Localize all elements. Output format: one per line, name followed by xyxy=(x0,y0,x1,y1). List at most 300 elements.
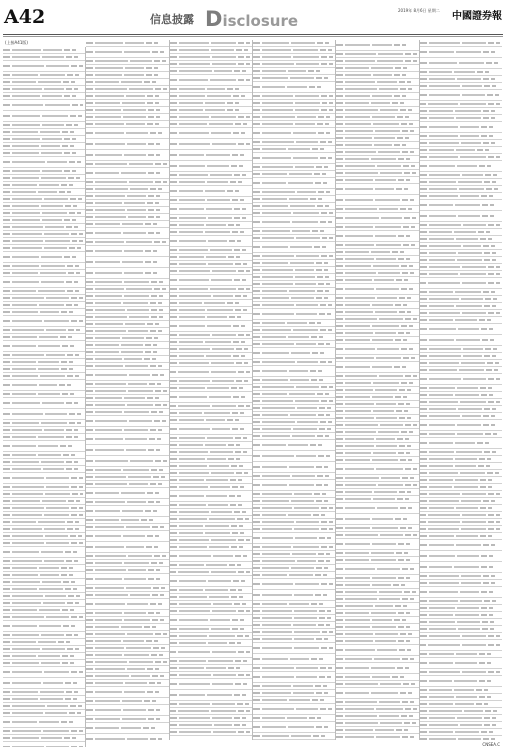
table-row xyxy=(253,505,335,512)
table-row xyxy=(420,701,502,708)
row-fund xyxy=(42,56,65,57)
row-date xyxy=(488,493,494,494)
row-status xyxy=(240,628,244,629)
row-code xyxy=(170,451,177,452)
row-company xyxy=(95,460,128,461)
row-date xyxy=(312,148,318,149)
row-date xyxy=(487,472,493,473)
row-date xyxy=(71,320,77,321)
table-row xyxy=(170,608,252,615)
row-code xyxy=(253,667,260,668)
row-status xyxy=(72,95,76,96)
row-status xyxy=(325,393,329,394)
row-code xyxy=(336,527,343,528)
row-status xyxy=(408,109,412,110)
row-fund xyxy=(122,223,143,224)
row-code xyxy=(420,231,427,232)
row-code xyxy=(336,729,343,730)
row-date xyxy=(398,332,404,333)
row-status xyxy=(237,564,241,565)
row-code xyxy=(3,393,10,394)
row-date xyxy=(319,313,325,314)
row-date xyxy=(483,544,489,545)
row-company xyxy=(178,710,209,711)
row-status xyxy=(328,157,332,158)
row-company xyxy=(179,42,209,43)
row-fund xyxy=(42,500,66,501)
row-date xyxy=(238,270,244,271)
row-status xyxy=(76,595,80,596)
row-code xyxy=(3,493,10,494)
row-date xyxy=(316,262,322,263)
row-date xyxy=(488,266,494,267)
row-fund xyxy=(214,70,232,71)
row-company xyxy=(179,511,210,512)
row-date xyxy=(405,468,411,469)
table-row xyxy=(336,128,418,135)
table-row xyxy=(336,387,418,394)
row-company xyxy=(12,124,40,125)
row-status xyxy=(80,104,84,105)
row-code xyxy=(253,435,260,436)
row-company xyxy=(345,491,372,492)
table-row xyxy=(170,378,252,385)
row-code xyxy=(420,204,427,205)
row-date xyxy=(232,428,238,429)
row-fund xyxy=(294,647,319,648)
row-company xyxy=(345,332,372,333)
row-company xyxy=(345,60,375,61)
row-code xyxy=(3,226,10,227)
row-company xyxy=(12,345,36,346)
row-code xyxy=(86,272,93,273)
row-code xyxy=(253,699,260,700)
row-code xyxy=(170,295,177,296)
row-code xyxy=(420,458,427,459)
row-date xyxy=(483,110,489,111)
table-row xyxy=(336,674,418,681)
table-row xyxy=(86,200,168,207)
row-status xyxy=(245,703,249,704)
row-code xyxy=(3,616,10,617)
table-row xyxy=(420,533,502,540)
row-status xyxy=(323,182,327,183)
row-status xyxy=(317,717,321,718)
row-date xyxy=(393,584,399,585)
table-row xyxy=(336,525,418,532)
row-status xyxy=(406,640,410,641)
row-company xyxy=(429,339,455,340)
row-code xyxy=(336,507,343,508)
row-date xyxy=(238,405,244,406)
row-status xyxy=(489,591,493,592)
row-date xyxy=(481,566,487,567)
table-row xyxy=(253,121,335,128)
row-fund xyxy=(457,165,477,166)
row-fund xyxy=(372,619,392,620)
row-code xyxy=(86,109,93,110)
row-fund xyxy=(127,668,146,669)
row-status xyxy=(236,667,240,668)
row-date xyxy=(320,708,326,709)
row-date xyxy=(155,181,161,182)
row-code xyxy=(420,339,427,340)
row-code xyxy=(170,651,177,652)
row-status xyxy=(409,288,413,289)
row-code xyxy=(336,123,343,124)
row-fund xyxy=(456,339,480,340)
row-status xyxy=(411,165,415,166)
row-date xyxy=(484,451,490,452)
table-row xyxy=(3,327,85,334)
row-date xyxy=(315,685,321,686)
table-row xyxy=(3,735,85,742)
row-fund xyxy=(124,272,143,273)
row-fund xyxy=(376,708,402,709)
row-date xyxy=(405,318,411,319)
table-row xyxy=(420,83,502,90)
row-code xyxy=(170,309,177,310)
row-code xyxy=(86,647,93,648)
table-row xyxy=(253,189,335,196)
row-date xyxy=(230,504,236,505)
row-date xyxy=(229,495,235,496)
table-row xyxy=(253,295,335,302)
row-fund xyxy=(39,721,58,722)
row-company xyxy=(345,348,375,349)
row-company xyxy=(262,237,294,238)
row-date xyxy=(146,640,152,641)
table-row xyxy=(86,58,168,65)
row-date xyxy=(153,587,159,588)
row-date xyxy=(60,336,66,337)
row-company xyxy=(429,110,453,111)
row-code xyxy=(86,132,93,133)
row-fund xyxy=(41,145,61,146)
table-row xyxy=(86,524,168,531)
row-fund xyxy=(373,123,399,124)
row-company xyxy=(179,123,208,124)
row-fund xyxy=(41,205,63,206)
row-company xyxy=(12,588,37,589)
row-company xyxy=(345,44,370,45)
row-status xyxy=(153,272,157,273)
row-code xyxy=(86,344,93,345)
row-company xyxy=(95,74,122,75)
row-fund xyxy=(46,542,70,543)
table-row xyxy=(3,100,85,111)
row-date xyxy=(405,53,411,54)
table-row xyxy=(86,221,168,228)
row-status xyxy=(152,358,156,359)
row-company xyxy=(95,209,124,210)
row-fund xyxy=(457,621,480,622)
row-company xyxy=(429,188,457,189)
row-status xyxy=(404,279,408,280)
row-code xyxy=(170,412,177,413)
row-code xyxy=(86,718,93,719)
row-fund xyxy=(296,237,320,238)
row-code xyxy=(253,283,260,284)
row-status xyxy=(410,199,414,200)
row-status xyxy=(492,355,496,356)
row-status xyxy=(242,70,246,71)
row-fund xyxy=(293,56,319,57)
table-row xyxy=(86,560,168,567)
table-row xyxy=(170,360,252,367)
table-column xyxy=(86,40,169,740)
row-code xyxy=(420,408,427,409)
row-code xyxy=(170,724,177,725)
row-date xyxy=(487,94,493,95)
row-status xyxy=(78,115,82,116)
row-fund xyxy=(291,352,311,353)
row-fund xyxy=(458,408,482,409)
table-row xyxy=(336,256,418,263)
row-status xyxy=(244,380,248,381)
row-status xyxy=(326,132,330,133)
row-company xyxy=(262,166,293,167)
row-fund xyxy=(44,320,68,321)
table-row xyxy=(170,587,252,594)
row-date xyxy=(321,255,327,256)
row-company xyxy=(95,535,121,536)
row-company xyxy=(345,605,372,606)
row-date xyxy=(321,109,327,110)
row-status xyxy=(74,402,78,403)
row-status xyxy=(487,680,491,681)
table-row xyxy=(420,456,502,463)
row-date xyxy=(314,173,320,174)
row-code xyxy=(420,644,427,645)
row-code xyxy=(170,703,177,704)
table-row xyxy=(336,249,418,256)
row-company xyxy=(12,81,36,82)
row-date xyxy=(71,297,77,298)
row-code xyxy=(253,336,260,337)
row-date xyxy=(400,507,406,508)
row-code xyxy=(86,562,93,563)
row-fund xyxy=(124,654,149,655)
row-company xyxy=(429,408,456,409)
row-company xyxy=(429,78,456,79)
row-code xyxy=(3,655,10,656)
row-status xyxy=(320,699,324,700)
row-code xyxy=(253,507,260,508)
row-date xyxy=(66,88,72,89)
row-status xyxy=(328,329,332,330)
row-company xyxy=(12,616,44,617)
row-company xyxy=(345,325,370,326)
row-company xyxy=(12,74,38,75)
row-code xyxy=(170,525,177,526)
table-row xyxy=(3,270,85,277)
row-status xyxy=(246,610,250,611)
row-company xyxy=(12,436,36,437)
row-company xyxy=(345,584,369,585)
table-row xyxy=(253,128,335,139)
table-row xyxy=(420,505,502,512)
row-status xyxy=(491,110,495,111)
row-company xyxy=(179,428,210,429)
row-company xyxy=(429,662,453,663)
table-row xyxy=(170,172,252,179)
row-fund xyxy=(454,689,474,690)
row-status xyxy=(410,701,414,702)
row-fund xyxy=(374,137,395,138)
row-status xyxy=(236,256,240,257)
row-code xyxy=(86,365,93,366)
row-status xyxy=(324,466,328,467)
row-date xyxy=(399,491,405,492)
row-status xyxy=(161,476,165,477)
row-date xyxy=(145,250,151,251)
table-row xyxy=(253,697,335,704)
row-company xyxy=(345,311,373,312)
table-row xyxy=(336,401,418,408)
row-status xyxy=(496,103,500,104)
row-code xyxy=(3,95,10,96)
row-code xyxy=(420,62,427,63)
table-row xyxy=(170,601,252,608)
row-code xyxy=(3,290,10,291)
row-code xyxy=(420,614,427,615)
row-status xyxy=(153,510,157,511)
row-fund xyxy=(41,177,66,178)
row-date xyxy=(61,567,67,568)
row-status xyxy=(325,475,329,476)
row-code xyxy=(3,191,10,192)
row-status xyxy=(71,581,75,582)
row-company xyxy=(429,156,458,157)
row-company xyxy=(12,354,44,355)
table-row xyxy=(253,512,335,519)
row-date xyxy=(397,438,403,439)
table-row xyxy=(3,498,85,505)
row-company xyxy=(179,309,206,310)
row-date xyxy=(403,226,409,227)
table-row xyxy=(420,303,502,310)
row-status xyxy=(155,492,159,493)
row-fund xyxy=(41,634,64,635)
row-date xyxy=(485,348,491,349)
row-code xyxy=(336,584,343,585)
row-date xyxy=(152,594,158,595)
row-fund xyxy=(212,651,237,652)
table-row xyxy=(420,573,502,580)
row-fund xyxy=(289,484,314,485)
row-status xyxy=(79,297,83,298)
row-status xyxy=(485,71,489,72)
row-code xyxy=(253,352,260,353)
table-row xyxy=(86,716,168,723)
row-date xyxy=(71,65,77,66)
row-status xyxy=(242,717,246,718)
row-company xyxy=(179,240,207,241)
row-fund xyxy=(209,635,235,636)
row-date xyxy=(482,621,488,622)
row-status xyxy=(76,329,80,330)
row-date xyxy=(238,288,244,289)
row-company xyxy=(179,596,208,597)
row-date xyxy=(228,224,234,225)
row-code xyxy=(86,216,93,217)
row-fund xyxy=(297,421,318,422)
row-date xyxy=(319,676,325,677)
row-date xyxy=(488,282,494,283)
row-code xyxy=(420,544,427,545)
row-date xyxy=(148,232,154,233)
row-fund xyxy=(297,407,317,408)
row-status xyxy=(74,124,78,125)
table-row xyxy=(3,540,85,547)
row-fund xyxy=(211,362,234,363)
row-fund xyxy=(292,221,318,222)
row-status xyxy=(490,204,494,205)
row-fund xyxy=(373,452,395,453)
row-date xyxy=(481,135,487,136)
row-code xyxy=(253,148,260,149)
row-fund xyxy=(381,217,402,218)
row-status xyxy=(402,619,406,620)
row-date xyxy=(319,610,325,611)
table-row xyxy=(253,715,335,722)
row-date xyxy=(62,662,68,663)
row-company xyxy=(178,651,209,652)
row-date xyxy=(321,507,327,508)
row-fund xyxy=(371,251,390,252)
row-company xyxy=(429,378,461,379)
row-fund xyxy=(293,212,319,213)
row-date xyxy=(238,610,244,611)
row-fund xyxy=(379,375,403,376)
row-fund xyxy=(296,343,317,344)
table-row xyxy=(420,512,502,519)
table-row xyxy=(3,359,85,366)
row-fund xyxy=(205,341,230,342)
row-fund xyxy=(295,583,319,584)
row-status xyxy=(75,290,79,291)
row-status xyxy=(487,165,491,166)
row-status xyxy=(404,410,408,411)
table-row xyxy=(253,551,335,558)
row-fund xyxy=(214,724,232,725)
row-code xyxy=(86,383,93,384)
row-code xyxy=(253,56,260,57)
table-row xyxy=(3,742,85,747)
row-code xyxy=(3,345,10,346)
row-code xyxy=(336,235,343,236)
row-date xyxy=(488,378,494,379)
row-status xyxy=(239,165,243,166)
row-company xyxy=(179,667,205,668)
row-status xyxy=(489,731,493,732)
row-company xyxy=(179,341,204,342)
row-status xyxy=(158,429,162,430)
table-row xyxy=(336,86,418,93)
row-company xyxy=(262,212,291,213)
row-code xyxy=(170,123,177,124)
table-row xyxy=(3,136,85,143)
row-fund xyxy=(210,486,230,487)
table-row xyxy=(336,40,418,51)
table-row xyxy=(420,101,502,108)
row-date xyxy=(62,145,68,146)
row-status xyxy=(407,649,411,650)
row-fund xyxy=(127,404,152,405)
row-code xyxy=(253,514,260,515)
row-company xyxy=(12,240,43,241)
